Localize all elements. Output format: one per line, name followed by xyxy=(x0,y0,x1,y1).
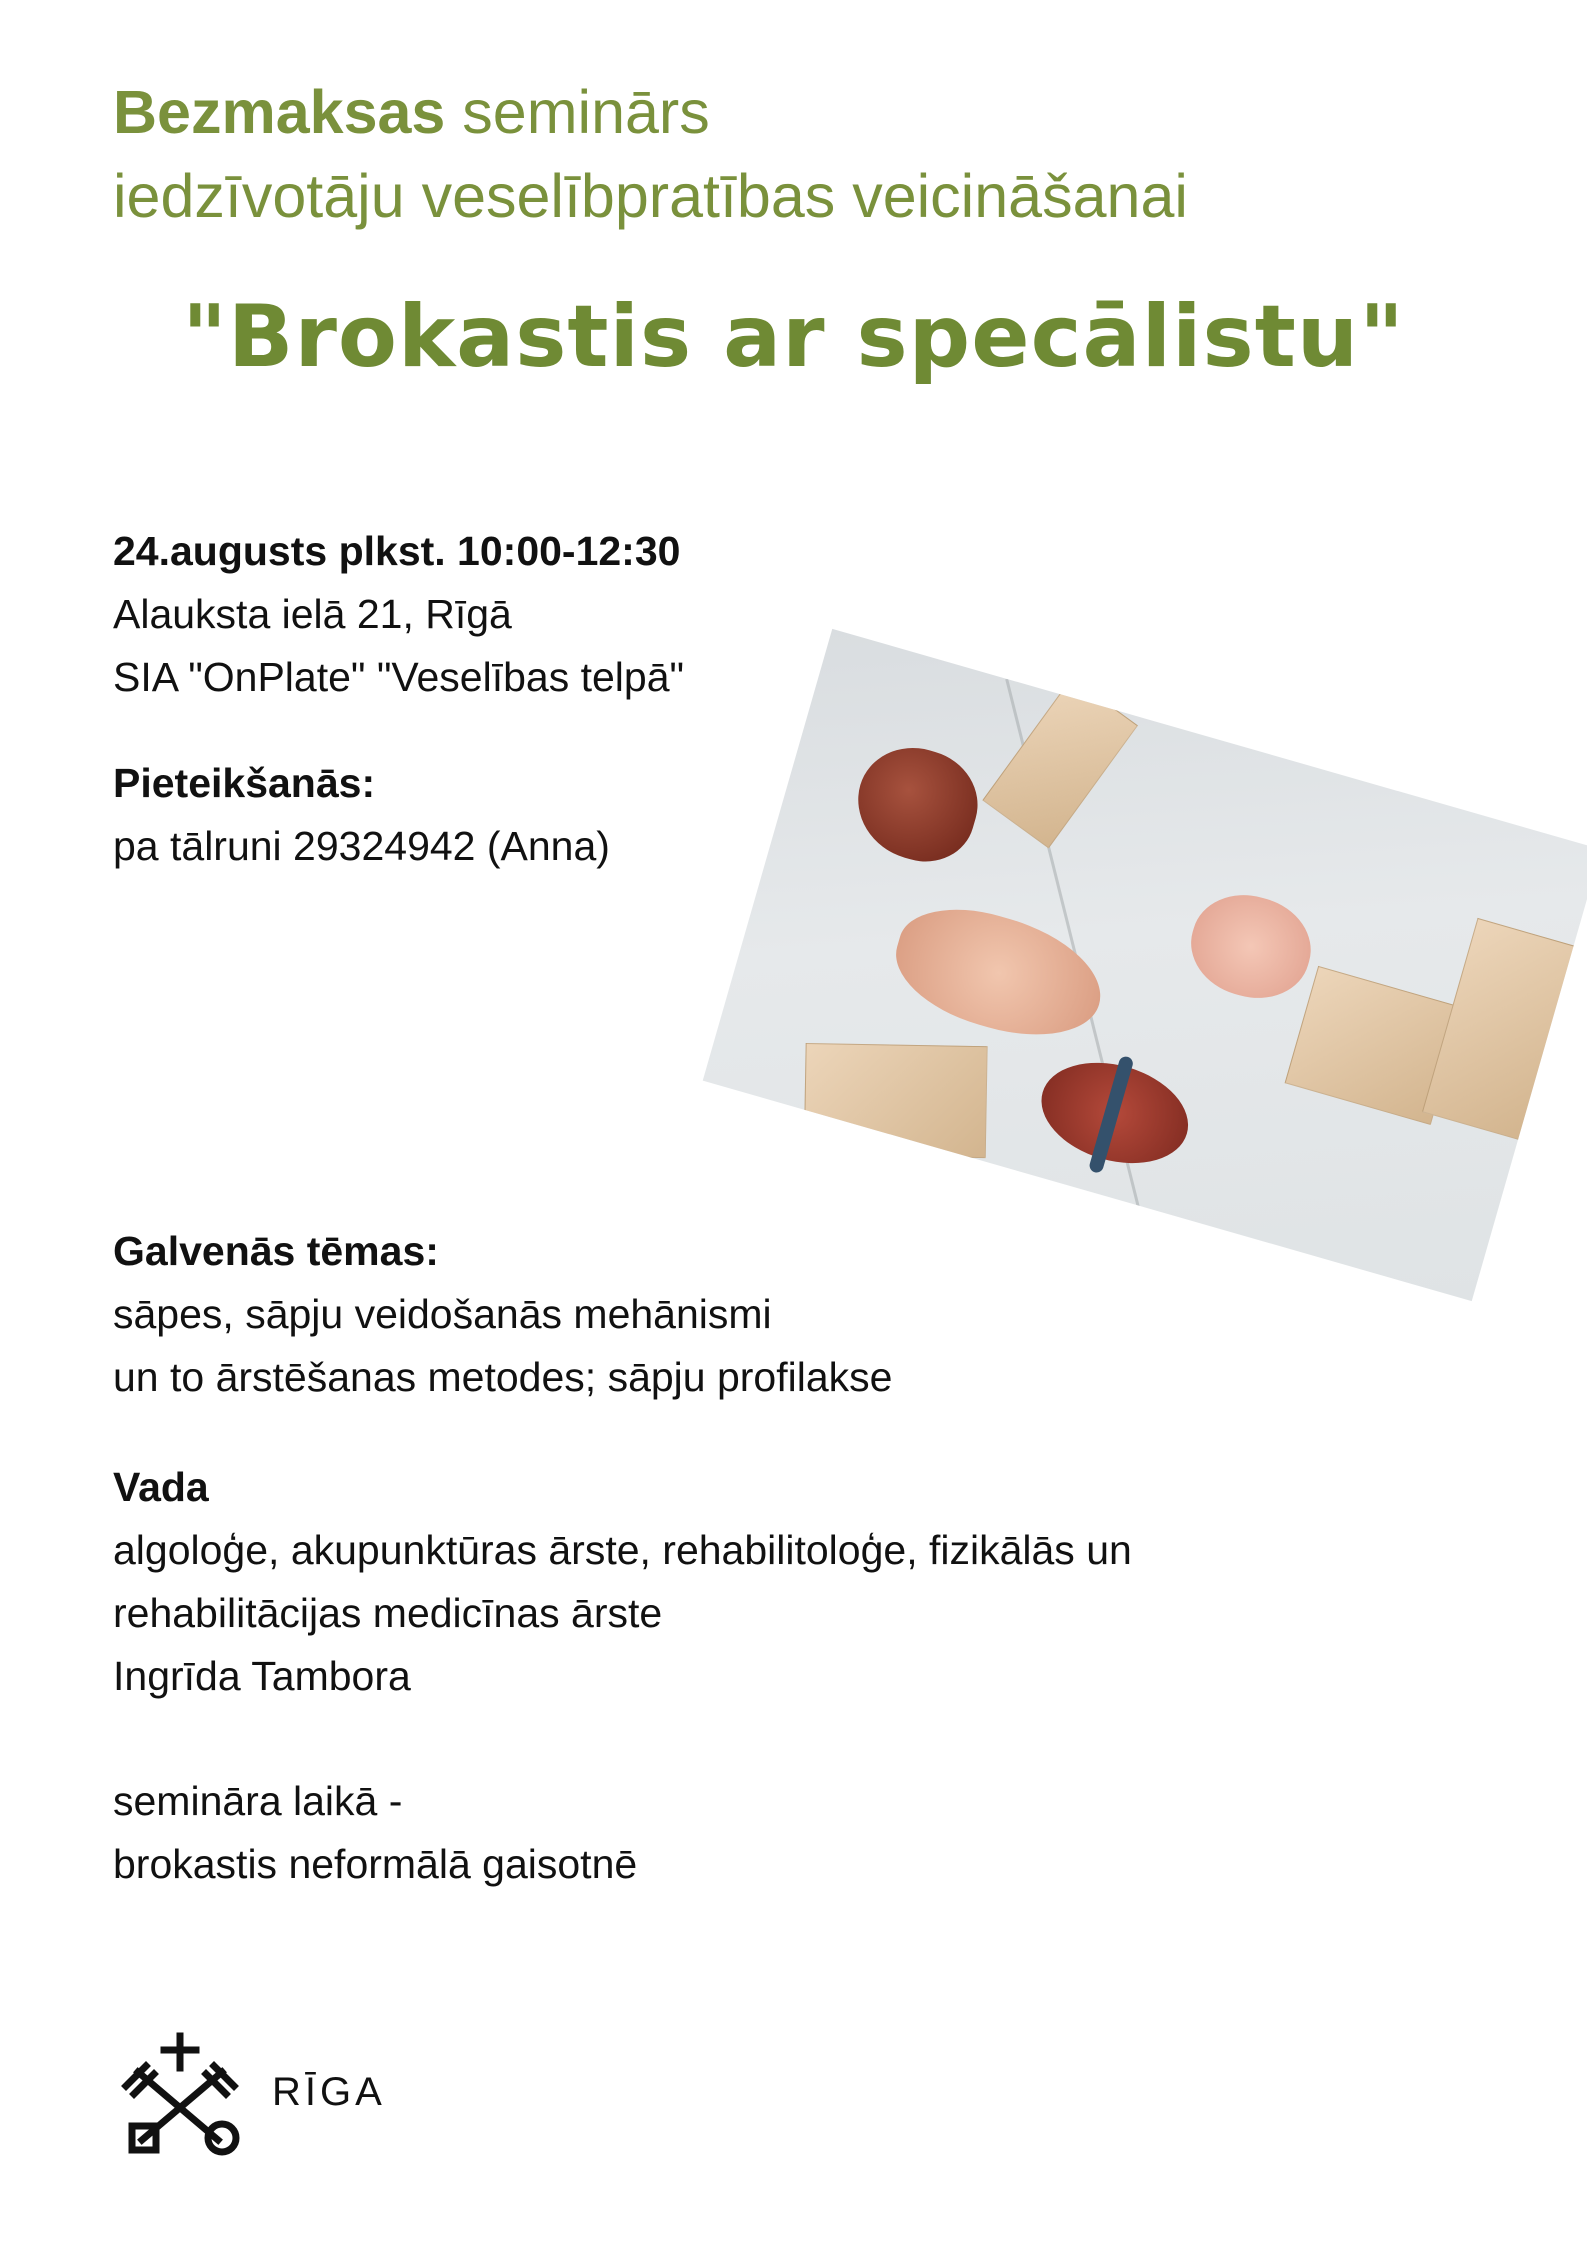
registration-text: pa tālruni 29324942 (Anna) xyxy=(113,823,610,869)
header-seminar-label: seminārs xyxy=(445,78,710,146)
header-free-label: Bezmaksas xyxy=(113,78,446,146)
topics-section xyxy=(113,1220,892,1409)
riga-crossed-keys-icon xyxy=(118,2030,248,2160)
host-line-2: rehabilitācijas medicīnas ārste xyxy=(113,1590,663,1636)
wood-block xyxy=(1422,918,1576,1140)
photo-placeholder xyxy=(703,629,1587,1301)
topics-line-1: sāpes, sāpju veidošanās mehānismi xyxy=(113,1291,772,1337)
event-datetime: 24.augusts plkst. 10:00-12:30 xyxy=(113,528,681,574)
registration-section xyxy=(113,752,610,878)
header xyxy=(113,70,1188,238)
registration-heading: Pieteikšanās: xyxy=(113,760,376,806)
note-section xyxy=(113,1770,637,1896)
wood-block xyxy=(982,677,1138,848)
event-details xyxy=(113,520,684,709)
host-heading: Vada xyxy=(113,1464,209,1510)
wood-block xyxy=(804,1043,988,1158)
organ-models-photo xyxy=(703,629,1587,1301)
host-name: Ingrīda Tambora xyxy=(113,1653,411,1699)
event-venue: SIA "OnPlate" "Veselības telpā" xyxy=(113,654,685,700)
topics-line-2: un to ārstēšanas metodes; sāpju profilakse xyxy=(113,1354,893,1400)
heart-model xyxy=(844,735,990,874)
header-line-1 xyxy=(113,70,1188,154)
header-line-2: iedzīvotāju veselībpratības veicināšanai xyxy=(113,162,1188,230)
topics-heading: Galvenās tēmas: xyxy=(113,1228,439,1274)
lungs-model xyxy=(883,891,1115,1055)
event-address: Alauksta ielā 21, Rīgā xyxy=(113,591,512,637)
note-line-1: semināra laikā - xyxy=(113,1778,403,1824)
page-title: "Brokastis ar specālistu" xyxy=(182,287,1405,387)
intestine-model xyxy=(1179,882,1322,1011)
note-line-2: brokastis neformālā gaisotnē xyxy=(113,1841,638,1887)
host-line-1: algoloģe, akupunktūras ārste, rehabilitoloģe, fizikālās un xyxy=(113,1527,1132,1573)
riga-logo-text: RĪGA xyxy=(272,2070,386,2114)
host-section xyxy=(113,1456,1132,1708)
